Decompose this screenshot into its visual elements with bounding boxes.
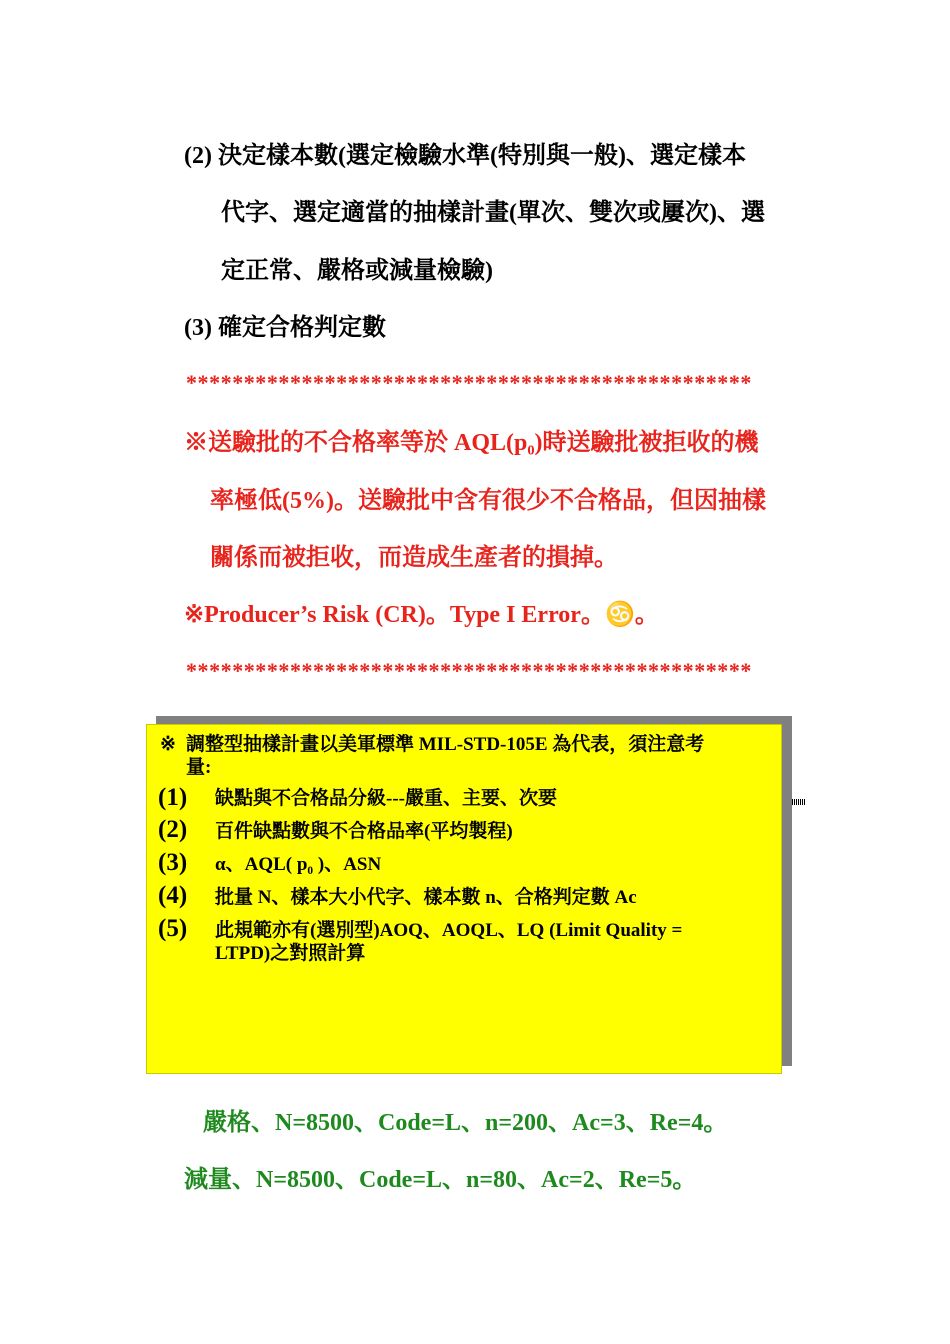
step-2-line-2: 代字、選定適當的抽樣計畫(單次、雙次或屢次)、選: [221, 200, 765, 226]
box-item-1-number: (1): [158, 784, 188, 811]
box-heading-line-1: 調整型抽樣計畫以美軍標準 MIL-STD-105E 為代表，須注意考: [186, 734, 705, 755]
box-item-3-number: (3): [158, 849, 188, 876]
box-item-1-text: 缺點與不合格品分級---嚴重、主要、次要: [215, 788, 557, 809]
box-item-4-number: (4): [158, 882, 188, 909]
step-3: (3) 確定合格判定數: [184, 315, 386, 341]
reference-mark: ※: [184, 602, 205, 628]
example-strict: 嚴格、N=8500、Code=L、n=200、Ac=3、Re=4。: [203, 1110, 728, 1136]
box-item-4-text: 批量 N、樣本大小代字、樣本數 n、合格判定數 Ac: [215, 887, 637, 908]
cancer-symbol-icon: ♋: [604, 602, 635, 628]
box-item-5-number: (5): [158, 915, 188, 942]
step-2-line-3: 定正常、嚴格或減量檢驗): [221, 258, 493, 284]
box-heading-line-2: 量:: [186, 757, 212, 778]
box-item-2-text: 百件缺點數與不合格品率(平均製程): [215, 821, 513, 842]
note-line-2: 率極低(5%)。送驗批中含有很少不合格品，但因抽樣: [210, 488, 766, 514]
box-heading-marker: ※: [160, 734, 176, 755]
box-item-2-number: (2): [158, 816, 188, 843]
risk-end: 。: [634, 602, 659, 628]
example-reduced: 減量、N=8500、Code=L、n=80、Ac=2、Re=5。: [184, 1167, 697, 1193]
box-item-5-text-cont: LTPD)之對照計算: [215, 943, 366, 964]
note-line-1: [184, 428, 759, 458]
risk-text: Producer’s Risk (CR)。Type I Error。: [204, 602, 605, 628]
note-text-1: 送驗批的不合格率等於 AQL(p₀)時送驗批被拒收的機: [208, 430, 759, 456]
note-line-3: 關係而被拒收，而造成生產者的損掉。: [210, 545, 618, 571]
reference-mark: ※: [184, 430, 208, 456]
box-item-3-text: α、AQL( p₀ )、ASN: [215, 854, 382, 875]
step-2-line-1: (2) 決定樣本數(選定檢驗水準(特別與一般)、選定樣本: [184, 143, 746, 169]
separator-stars-bottom: *************************************************: [186, 658, 752, 683]
risk-line: [184, 600, 659, 630]
tick-mark: [792, 799, 806, 805]
box-item-5-text: 此規範亦有(選別型)AOQ、AOQL、LQ (Limit Quality =: [215, 920, 683, 941]
separator-stars-top: *************************************************: [186, 370, 752, 395]
